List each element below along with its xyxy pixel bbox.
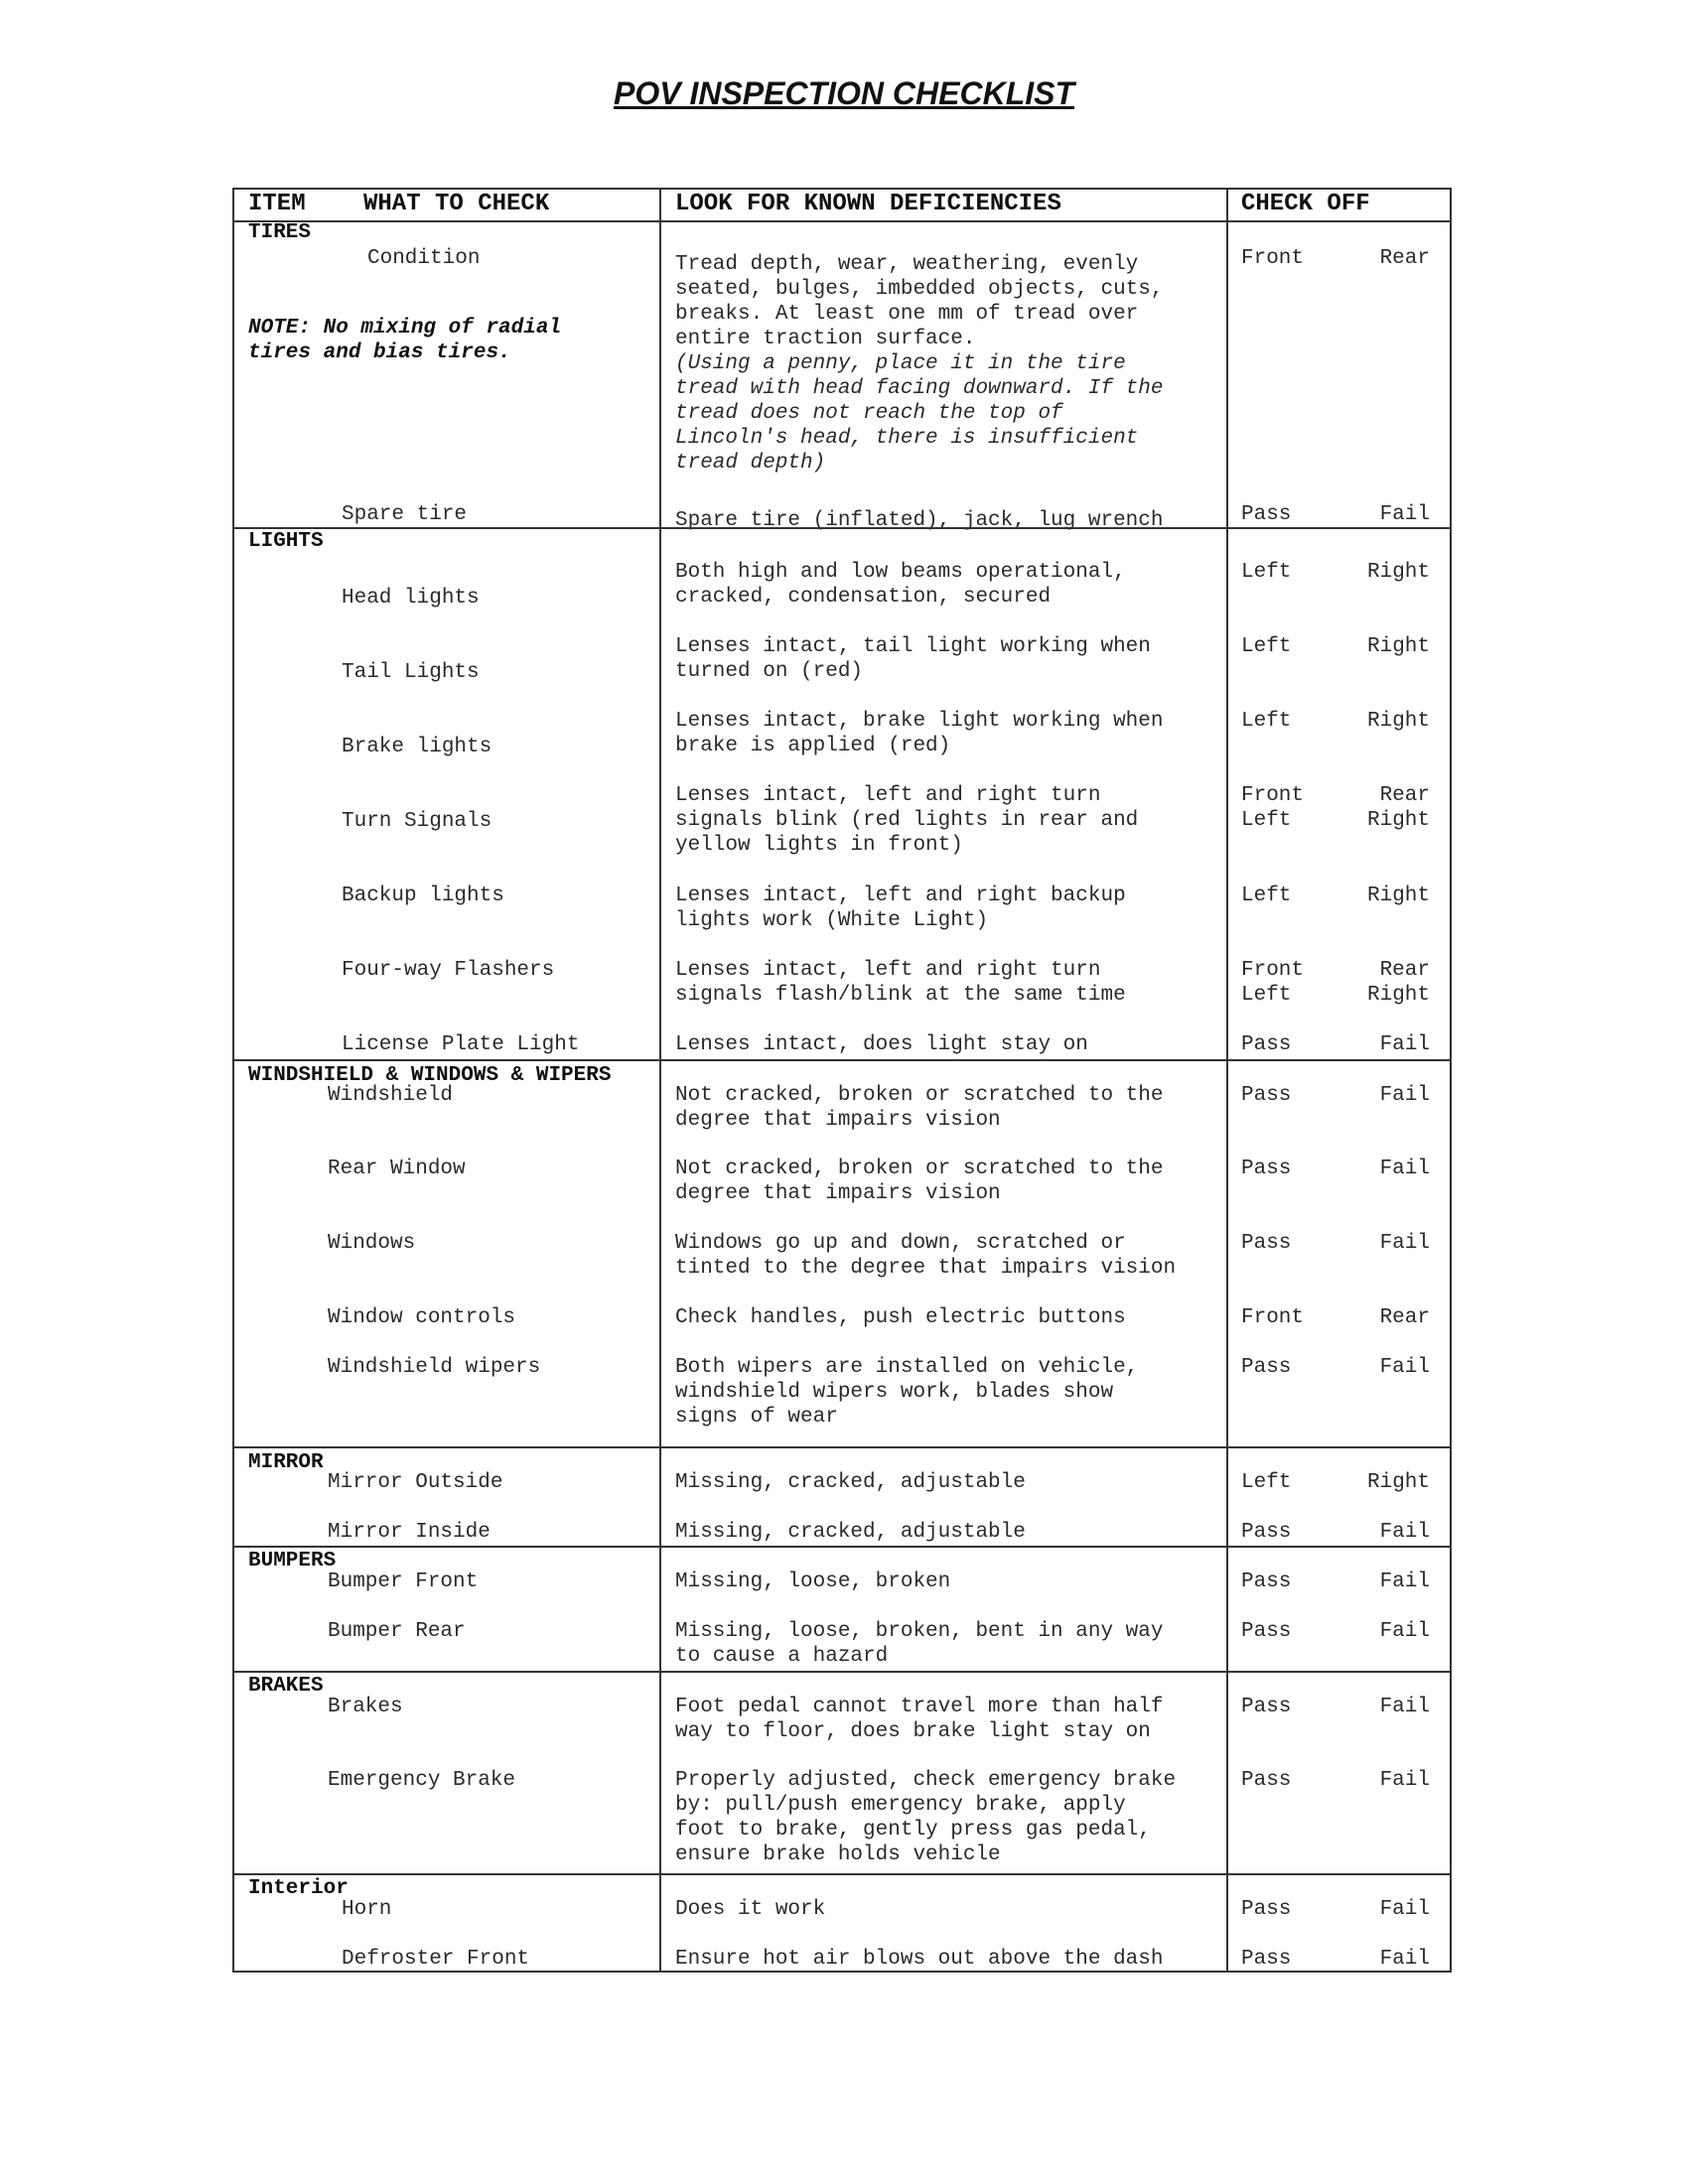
deficiency-text: Foot pedal cannot travel more than half <box>675 1696 1164 1718</box>
deficiency-text: Not cracked, broken or scratched to the <box>675 1084 1164 1107</box>
check-option: Front <box>1241 959 1305 982</box>
deficiency-text: to cause a hazard <box>675 1645 889 1668</box>
check-option: Fail <box>1379 1033 1430 1056</box>
item-name: Windshield <box>328 1084 454 1107</box>
section-divider <box>234 527 1450 529</box>
deficiency-text: by: pull/push emergency brake, apply <box>675 1794 1126 1817</box>
column-divider <box>659 190 661 1971</box>
check-option: Fail <box>1379 1356 1430 1379</box>
check-option: Fail <box>1379 1948 1430 1971</box>
check-option: Fail <box>1379 1521 1430 1544</box>
item-name: Emergency Brake <box>328 1769 516 1792</box>
check-option: Left <box>1241 885 1292 907</box>
header-what-to-check: WHAT TO CHECK <box>363 191 550 217</box>
item-name: Tail Lights <box>342 661 480 684</box>
check-option: Pass <box>1241 1620 1292 1643</box>
deficiency-text: signals blink (red lights in rear and <box>675 809 1139 832</box>
header-check-off: CHECK OFF <box>1241 191 1370 217</box>
deficiency-text: Windows go up and down, scratched or <box>675 1232 1126 1255</box>
check-option: Fail <box>1379 1232 1430 1255</box>
check-option: Fail <box>1379 1696 1430 1718</box>
check-option: Left <box>1241 561 1292 584</box>
check-option: Left <box>1241 984 1292 1007</box>
deficiency-text: degree that impairs vision <box>675 1109 1001 1132</box>
section-note: tires and bias tires. <box>248 341 511 364</box>
item-name: Backup lights <box>342 885 504 907</box>
section-title: BRAKES <box>248 1675 324 1698</box>
deficiency-text: yellow lights in front) <box>675 834 963 857</box>
check-option: Pass <box>1241 503 1292 526</box>
header-divider <box>234 220 1450 222</box>
check-option: Left <box>1241 809 1292 832</box>
check-option: Rear <box>1379 784 1430 807</box>
check-option: Pass <box>1241 1033 1292 1056</box>
deficiency-text: Lenses intact, left and right turn <box>675 784 1101 807</box>
check-option: Right <box>1366 635 1430 658</box>
check-option: Right <box>1366 561 1430 584</box>
deficiency-text: Lenses intact, left and right backup <box>675 885 1126 907</box>
check-option: Right <box>1366 984 1430 1007</box>
item-name: Horn <box>342 1898 392 1921</box>
check-option: Right <box>1366 885 1430 907</box>
item-name: Mirror Outside <box>328 1471 503 1494</box>
deficiency-text: Lenses intact, does light stay on <box>675 1033 1088 1056</box>
section-divider <box>234 1446 1450 1448</box>
deficiency-text: entire traction surface. <box>675 328 976 350</box>
section-divider <box>234 1546 1450 1548</box>
check-option: Front <box>1241 1306 1305 1329</box>
deficiency-text: Tread depth, wear, weathering, evenly <box>675 253 1139 276</box>
item-name: Brakes <box>328 1696 403 1718</box>
check-option: Fail <box>1379 1570 1430 1593</box>
deficiency-text: Properly adjusted, check emergency brake <box>675 1769 1177 1792</box>
deficiency-text: seated, bulges, imbedded objects, cuts, <box>675 278 1164 301</box>
check-option: Right <box>1366 710 1430 733</box>
deficiency-text: Does it work <box>675 1898 826 1921</box>
deficiency-text: Spare tire (inflated), jack, lug wrench <box>675 509 1164 532</box>
item-name: Mirror Inside <box>328 1521 491 1544</box>
check-option: Pass <box>1241 1232 1292 1255</box>
item-name: License Plate Light <box>342 1033 580 1056</box>
deficiency-text: Both wipers are installed on vehicle, <box>675 1356 1139 1379</box>
section-divider <box>234 1059 1450 1061</box>
check-option: Rear <box>1379 1306 1430 1329</box>
check-option: Pass <box>1241 1696 1292 1718</box>
header-look-for: LOOK FOR KNOWN DEFICIENCIES <box>675 191 1061 217</box>
item-name: Turn Signals <box>342 810 492 833</box>
deficiency-text: Missing, cracked, adjustable <box>675 1521 1026 1544</box>
section-title: BUMPERS <box>248 1550 337 1572</box>
check-option: Right <box>1366 809 1430 832</box>
section-title: LIGHTS <box>248 530 324 553</box>
deficiency-text: ensure brake holds vehicle <box>675 1843 1001 1866</box>
check-option: Front <box>1241 784 1305 807</box>
deficiency-text: way to floor, does brake light stay on <box>675 1720 1151 1743</box>
item-name: Defroster Front <box>342 1948 530 1971</box>
section-divider <box>234 1671 1450 1673</box>
check-option: Left <box>1241 710 1292 733</box>
header-item: ITEM <box>248 191 306 217</box>
check-option: Pass <box>1241 1570 1292 1593</box>
item-name: Four-way Flashers <box>342 959 555 982</box>
page-title: POV INSPECTION CHECKLIST <box>613 75 1075 111</box>
deficiency-text: lights work (White Light) <box>675 909 989 932</box>
checklist-table <box>232 188 1452 1973</box>
deficiency-text: Not cracked, broken or scratched to the <box>675 1158 1164 1180</box>
column-divider <box>1226 190 1228 1971</box>
deficiency-text: Missing, loose, broken <box>675 1570 951 1593</box>
deficiency-note: tread with head facing downward. If the <box>675 377 1164 400</box>
deficiency-text: Lenses intact, left and right turn <box>675 959 1101 982</box>
check-option: Fail <box>1379 1898 1430 1921</box>
check-option: Pass <box>1241 1948 1292 1971</box>
check-option: Pass <box>1241 1356 1292 1379</box>
deficiency-text: turned on (red) <box>675 660 864 683</box>
item-name: Windshield wipers <box>328 1356 541 1379</box>
item-name: Bumper Front <box>328 1570 479 1593</box>
deficiency-text: Ensure hot air blows out above the dash <box>675 1948 1164 1971</box>
deficiency-text: Missing, cracked, adjustable <box>675 1471 1026 1494</box>
deficiency-text: Check handles, push electric buttons <box>675 1306 1126 1329</box>
check-option: Fail <box>1379 1620 1430 1643</box>
check-option: Pass <box>1241 1084 1292 1107</box>
check-option: Pass <box>1241 1158 1292 1180</box>
deficiency-text: foot to brake, gently press gas pedal, <box>675 1819 1151 1842</box>
check-option: Pass <box>1241 1769 1292 1792</box>
check-option: Right <box>1366 1471 1430 1494</box>
section-title: TIRES <box>248 221 312 244</box>
item-name: Head lights <box>342 587 480 610</box>
section-divider <box>234 1873 1450 1875</box>
deficiency-text: degree that impairs vision <box>675 1182 1001 1205</box>
item-name: Brake lights <box>342 736 492 758</box>
deficiency-text: Both high and low beams operational, <box>675 561 1126 584</box>
section-title: Interior <box>248 1877 349 1900</box>
check-option: Fail <box>1379 1084 1430 1107</box>
deficiency-text: brake is applied (red) <box>675 735 951 757</box>
item-name: Rear Window <box>328 1158 466 1180</box>
section-note: NOTE: No mixing of radial <box>248 317 562 340</box>
deficiency-note: Lincoln's head, there is insufficient <box>675 427 1139 450</box>
item-name: Bumper Rear <box>328 1620 466 1643</box>
check-option: Front <box>1241 247 1305 270</box>
deficiency-text: Missing, loose, broken, bent in any way <box>675 1620 1164 1643</box>
item-name: Window controls <box>328 1306 516 1329</box>
check-option: Fail <box>1379 1158 1430 1180</box>
deficiency-note: tread does not reach the top of <box>675 402 1063 425</box>
check-option: Pass <box>1241 1521 1292 1544</box>
item-name: Windows <box>328 1232 416 1255</box>
item-name: Condition <box>367 247 481 270</box>
deficiency-text: tinted to the degree that impairs vision <box>675 1257 1177 1280</box>
section-title: MIRROR <box>248 1451 324 1474</box>
deficiency-text: signs of wear <box>675 1406 838 1429</box>
deficiency-note: tread depth) <box>675 452 826 475</box>
item-name: Spare tire <box>342 503 468 526</box>
check-option: Fail <box>1379 1769 1430 1792</box>
section-title: WINDSHIELD & WINDOWS & WIPERS <box>248 1064 612 1087</box>
deficiency-text: breaks. At least one mm of tread over <box>675 303 1139 326</box>
deficiency-note: (Using a penny, place it in the tire <box>675 352 1126 375</box>
check-option: Rear <box>1379 959 1430 982</box>
deficiency-text: cracked, condensation, secured <box>675 586 1052 609</box>
check-option: Pass <box>1241 1898 1292 1921</box>
check-option: Left <box>1241 1471 1292 1494</box>
check-option: Rear <box>1379 247 1430 270</box>
deficiency-text: Lenses intact, tail light working when <box>675 635 1151 658</box>
check-option: Left <box>1241 635 1292 658</box>
deficiency-text: signals flash/blink at the same time <box>675 984 1126 1007</box>
check-option: Fail <box>1379 503 1430 526</box>
deficiency-text: windshield wipers work, blades show <box>675 1381 1114 1404</box>
deficiency-text: Lenses intact, brake light working when <box>675 710 1164 733</box>
